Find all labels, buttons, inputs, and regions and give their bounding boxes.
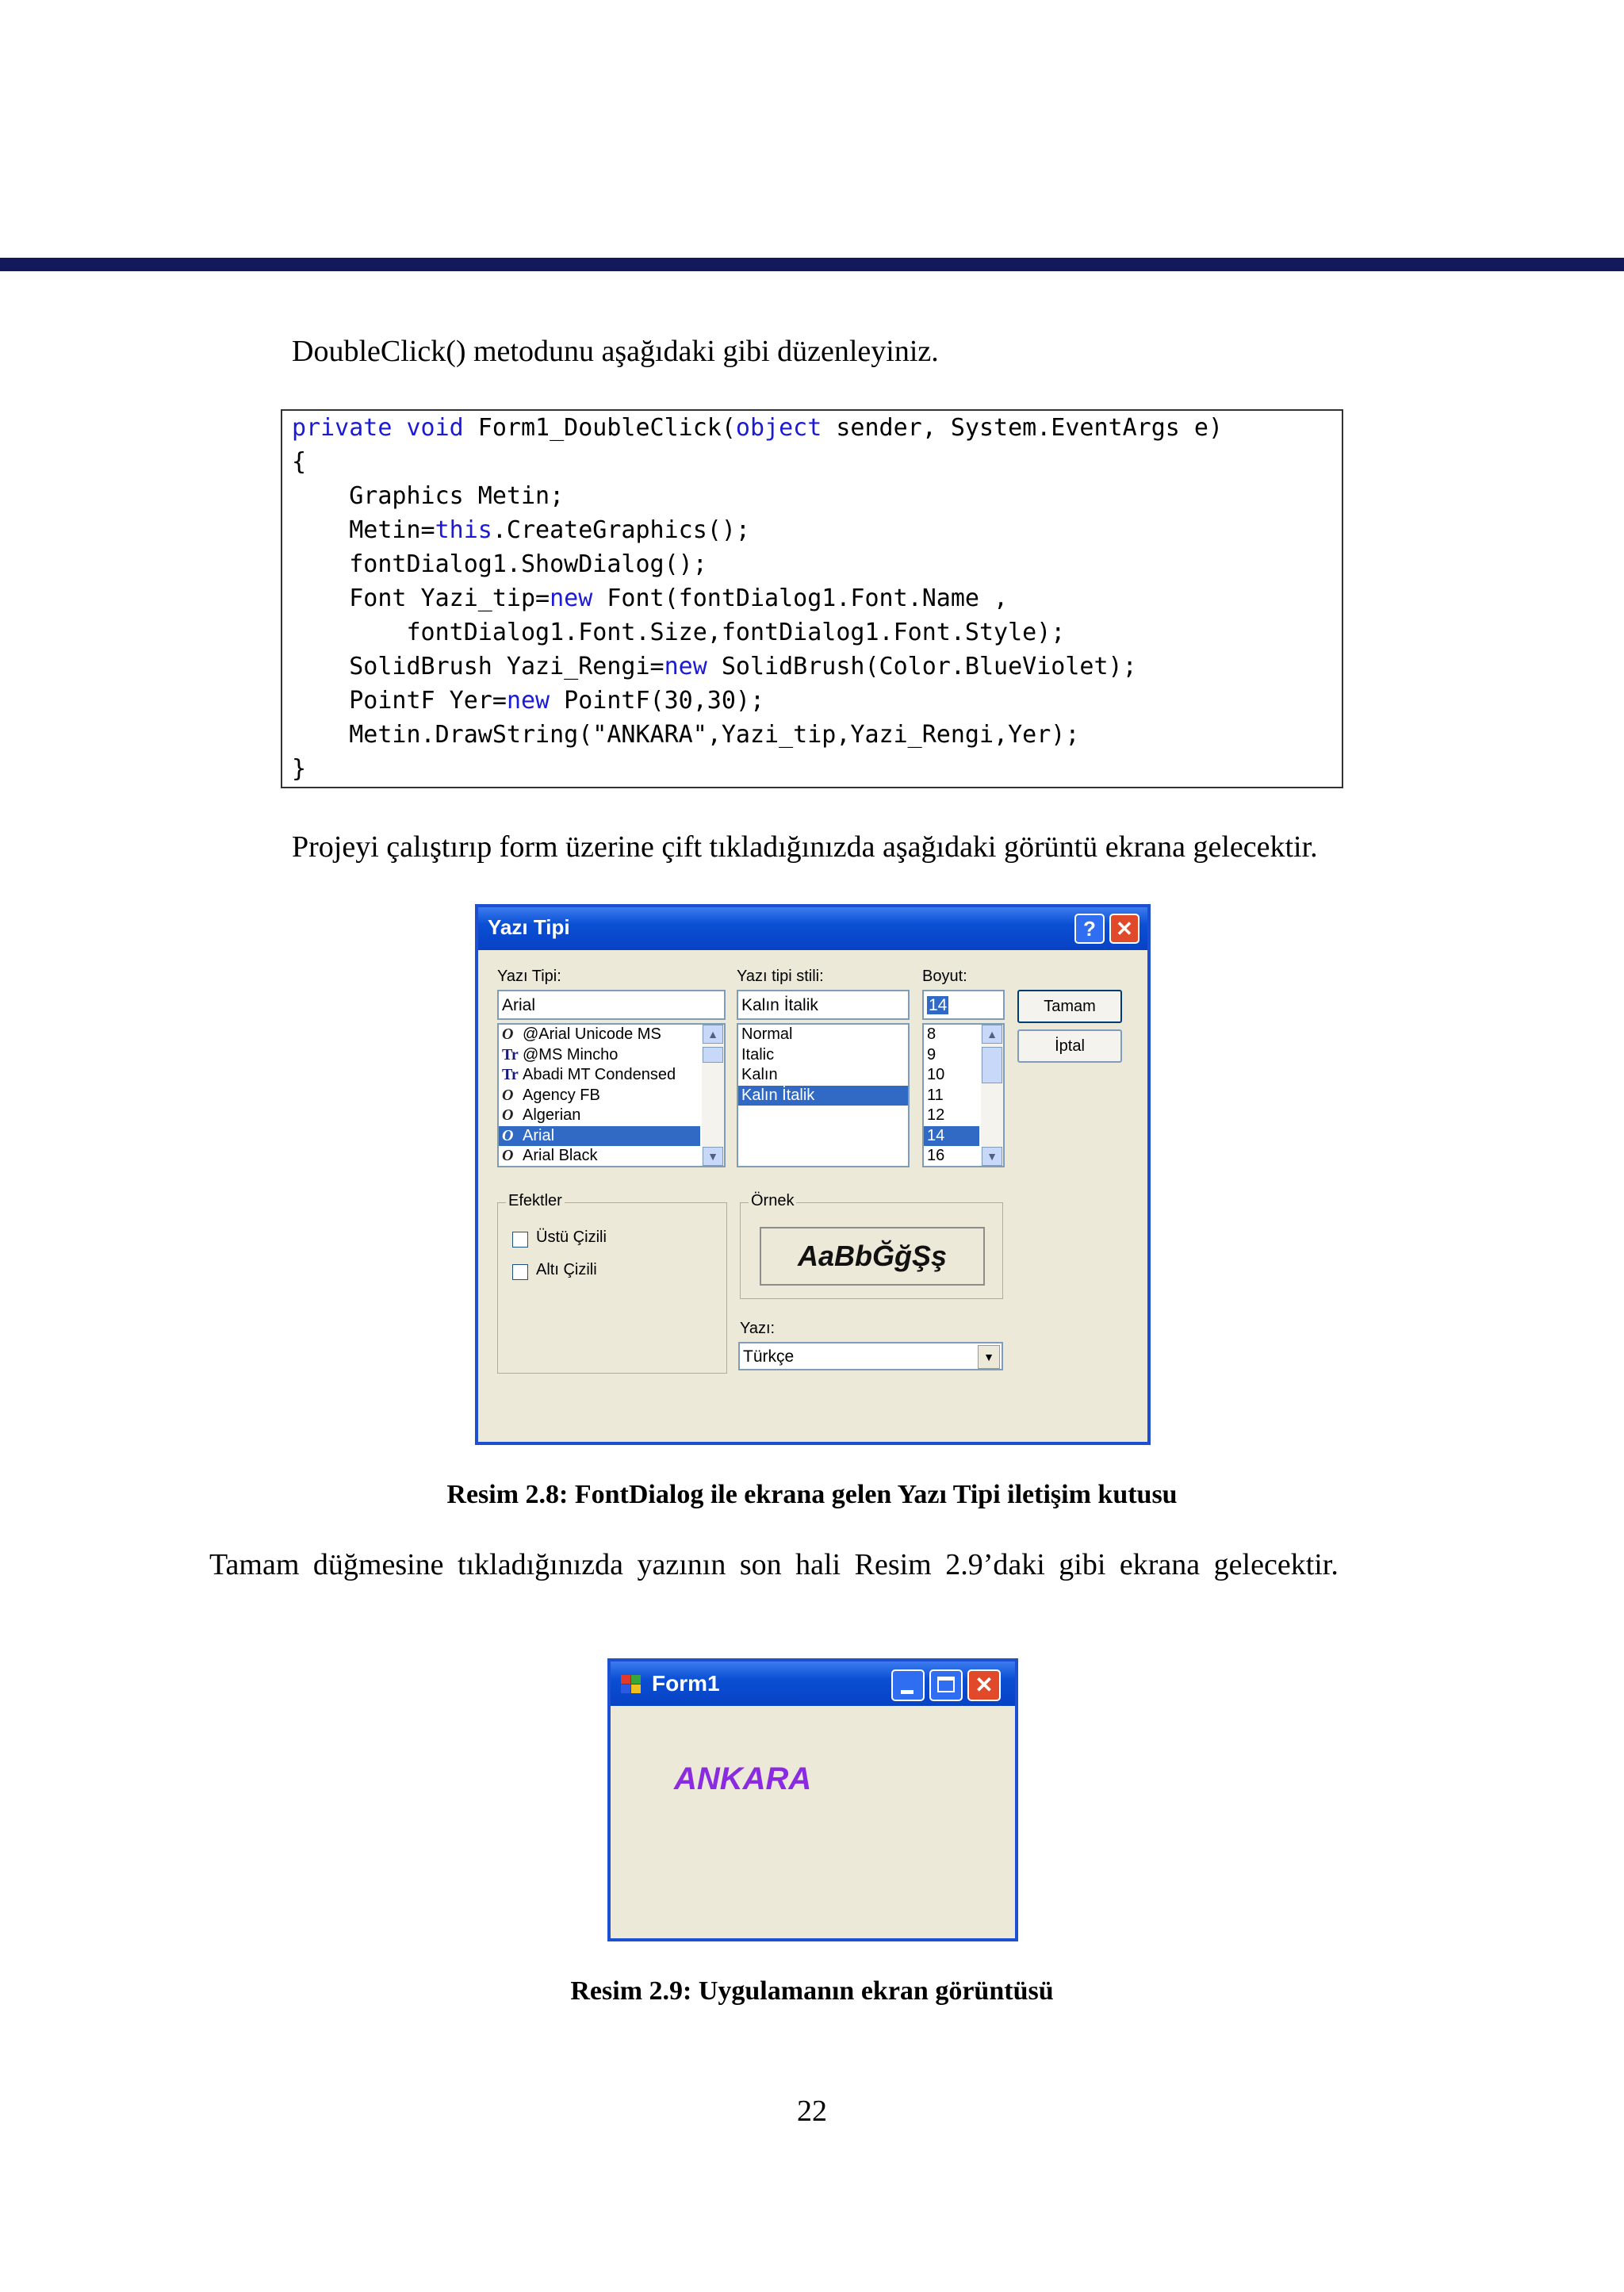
code-text: PointF Yer=: [292, 687, 507, 715]
style-list-item[interactable]: Normal: [741, 1025, 793, 1043]
code-text: SolidBrush(Color.BlueViolet);: [707, 653, 1137, 680]
font-list-item[interactable]: [499, 1025, 724, 1045]
font-size-label: Boyut:: [922, 968, 967, 985]
help-button[interactable]: ?: [1074, 914, 1105, 944]
form1-window: [607, 1658, 1018, 1941]
effects-group: [497, 1192, 727, 1374]
page-number: 22: [797, 2095, 827, 2128]
scroll-down-icon[interactable]: ▼: [703, 1147, 723, 1166]
code-text: Form1_DoubleClick(: [463, 414, 736, 442]
font-dialog: [475, 904, 1151, 1445]
size-list-item[interactable]: 10: [927, 1066, 945, 1083]
figure-caption-2-9: Resim 2.9: Uygulamanın ekran görüntüsü: [570, 1976, 1054, 2006]
script-label: Yazı:: [740, 1320, 776, 1337]
scroll-thumb[interactable]: [703, 1047, 723, 1063]
code-line-6: [292, 583, 1008, 615]
opentype-font-icon: O: [502, 1086, 514, 1104]
cancel-button[interactable]: İptal: [1017, 1029, 1122, 1063]
font-list-item-label: Agency FB: [523, 1086, 600, 1104]
code-line-4: [292, 515, 750, 546]
code-line-5: fontDialog1.ShowDialog();: [292, 550, 707, 578]
strikeout-label: Üstü Çizili: [536, 1228, 607, 1246]
code-text: SolidBrush Yazi_Rengi=: [292, 653, 665, 680]
underline-checkbox[interactable]: [512, 1264, 528, 1280]
font-list-item[interactable]: [499, 1146, 724, 1167]
code-line-2: {: [292, 448, 307, 476]
code-keyword: new: [664, 653, 707, 680]
size-list-scrollbar[interactable]: [981, 1025, 1003, 1166]
font-style-input[interactable]: Kalın İtalik: [737, 990, 910, 1020]
code-text: Font Yazi_tip=: [292, 584, 550, 612]
scroll-up-icon[interactable]: ▲: [982, 1025, 1002, 1044]
size-list-item[interactable]: 12: [927, 1106, 945, 1124]
font-name-list[interactable]: [497, 1023, 726, 1167]
underline-label: Altı Çizili: [536, 1261, 597, 1278]
maximize-button[interactable]: [929, 1669, 963, 1701]
opentype-font-icon: O: [502, 1126, 514, 1144]
code-keyword: this: [435, 516, 492, 544]
code-line-11: }: [292, 755, 307, 783]
font-list-item-label: Arial Black: [523, 1147, 598, 1164]
ok-button[interactable]: Tamam: [1017, 990, 1122, 1023]
opentype-font-icon: O: [502, 1147, 514, 1164]
code-keyword: object: [735, 414, 822, 442]
style-list-item-selected[interactable]: Kalın İtalik: [738, 1086, 908, 1106]
close-button[interactable]: [967, 1669, 1001, 1701]
effects-group-title: Efektler: [506, 1192, 565, 1210]
font-size-value: 14: [929, 996, 948, 1014]
font-list-scrollbar[interactable]: [702, 1025, 724, 1166]
font-style-list[interactable]: [737, 1023, 910, 1167]
size-list-item[interactable]: 9: [927, 1045, 936, 1064]
font-name-label: Yazı Tipi:: [497, 968, 561, 985]
minimize-icon: [901, 1690, 914, 1694]
font-list-item[interactable]: [499, 1045, 724, 1066]
code-text: PointF(30,30);: [550, 687, 765, 715]
dialog-title: Yazı Tipi: [488, 915, 570, 939]
sample-group-title: Örnek: [749, 1192, 796, 1210]
code-line-1: [292, 412, 1223, 444]
scroll-up-icon[interactable]: ▲: [703, 1025, 723, 1044]
app-icon: [620, 1674, 642, 1695]
scroll-thumb[interactable]: [982, 1047, 1002, 1083]
scroll-down-icon[interactable]: ▼: [982, 1147, 1002, 1166]
sample-group: [740, 1192, 1003, 1299]
font-list-item-label: Abadi MT Condensed: [523, 1066, 676, 1083]
dialog-titlebar: [478, 907, 1147, 950]
font-list-item-selected[interactable]: [499, 1126, 700, 1147]
code-keyword: new: [506, 687, 550, 715]
font-size-input[interactable]: [922, 990, 1005, 1020]
script-select-value: Türkçe: [743, 1347, 795, 1366]
size-list-item[interactable]: 16: [927, 1147, 945, 1164]
code-text: Metin=: [292, 516, 435, 544]
style-list-item[interactable]: Kalın: [741, 1066, 778, 1083]
code-keyword: void: [406, 414, 464, 442]
run-paragraph: Projeyi çalıştırıp form üzerine çift tıkladığınızda aşağıdaki görüntü ekrana gelecektir.: [292, 830, 1318, 864]
font-list-item[interactable]: [499, 1106, 724, 1126]
form1-title: Form1: [652, 1671, 720, 1696]
code-keyword: new: [550, 584, 593, 612]
code-line-9: [292, 685, 764, 717]
font-name-input[interactable]: Arial: [497, 990, 726, 1020]
truetype-font-icon: Tr: [502, 1045, 519, 1064]
page-header-bar: [0, 258, 1624, 271]
size-list-item[interactable]: 8: [927, 1025, 936, 1043]
close-button[interactable]: ✕: [1109, 914, 1139, 944]
font-list-item[interactable]: [499, 1086, 724, 1106]
code-line-10: Metin.DrawString("ANKARA",Yazi_tip,Yazi_Rengi,Yer);: [292, 721, 1080, 749]
minimize-button[interactable]: [891, 1669, 925, 1701]
drawn-text: ANKARA: [674, 1761, 812, 1796]
code-keyword: private: [292, 414, 393, 442]
font-list-item-label: @MS Mincho: [523, 1045, 619, 1064]
strikeout-checkbox[interactable]: [512, 1232, 528, 1248]
opentype-font-icon: O: [502, 1106, 514, 1124]
font-list-item-label: @Arial Unicode MS: [523, 1025, 661, 1043]
code-text: [392, 414, 406, 442]
size-list-item[interactable]: 11: [927, 1086, 944, 1104]
script-select[interactable]: [738, 1342, 1003, 1370]
opentype-font-icon: O: [502, 1025, 514, 1043]
ok-paragraph: Tamam düğmesine tıkladığınızda yazının son hali Resim 2.9’daki gibi ekrana gelecektir.: [209, 1548, 1339, 1581]
style-list-item[interactable]: Italic: [741, 1045, 775, 1064]
chevron-down-icon[interactable]: ▼: [978, 1345, 1000, 1369]
sample-preview: AaBbĞğŞş: [760, 1227, 985, 1286]
font-list-item[interactable]: [499, 1065, 724, 1086]
font-list-item-label: Algerian: [523, 1106, 581, 1124]
font-size-list[interactable]: [922, 1023, 1005, 1167]
close-icon: ✕: [975, 1673, 994, 1697]
code-line-3: Graphics Metin;: [292, 482, 565, 510]
intro-paragraph: DoubleClick() metodunu aşağıdaki gibi düzenleyiniz.: [292, 335, 939, 368]
code-block: [281, 409, 1343, 788]
code-line-7: fontDialog1.Font.Size,fontDialog1.Font.Style);: [292, 619, 1066, 646]
code-line-8: [292, 651, 1137, 683]
font-style-label: Yazı tipi stili:: [737, 968, 824, 985]
size-list-item-selected[interactable]: 14: [924, 1126, 979, 1147]
maximize-icon: [937, 1677, 955, 1692]
truetype-font-icon: Tr: [502, 1066, 519, 1083]
figure-caption-2-8: Resim 2.8: FontDialog ile ekrana gelen Yazı Tipi iletişim kutusu: [446, 1480, 1178, 1509]
form1-titlebar: [611, 1662, 1015, 1706]
font-list-item-label: Arial: [523, 1126, 555, 1144]
code-text: sender, System.EventArgs e): [822, 414, 1224, 442]
code-text: .CreateGraphics();: [492, 516, 750, 544]
code-text: Font(fontDialog1.Font.Name ,: [592, 584, 1009, 612]
